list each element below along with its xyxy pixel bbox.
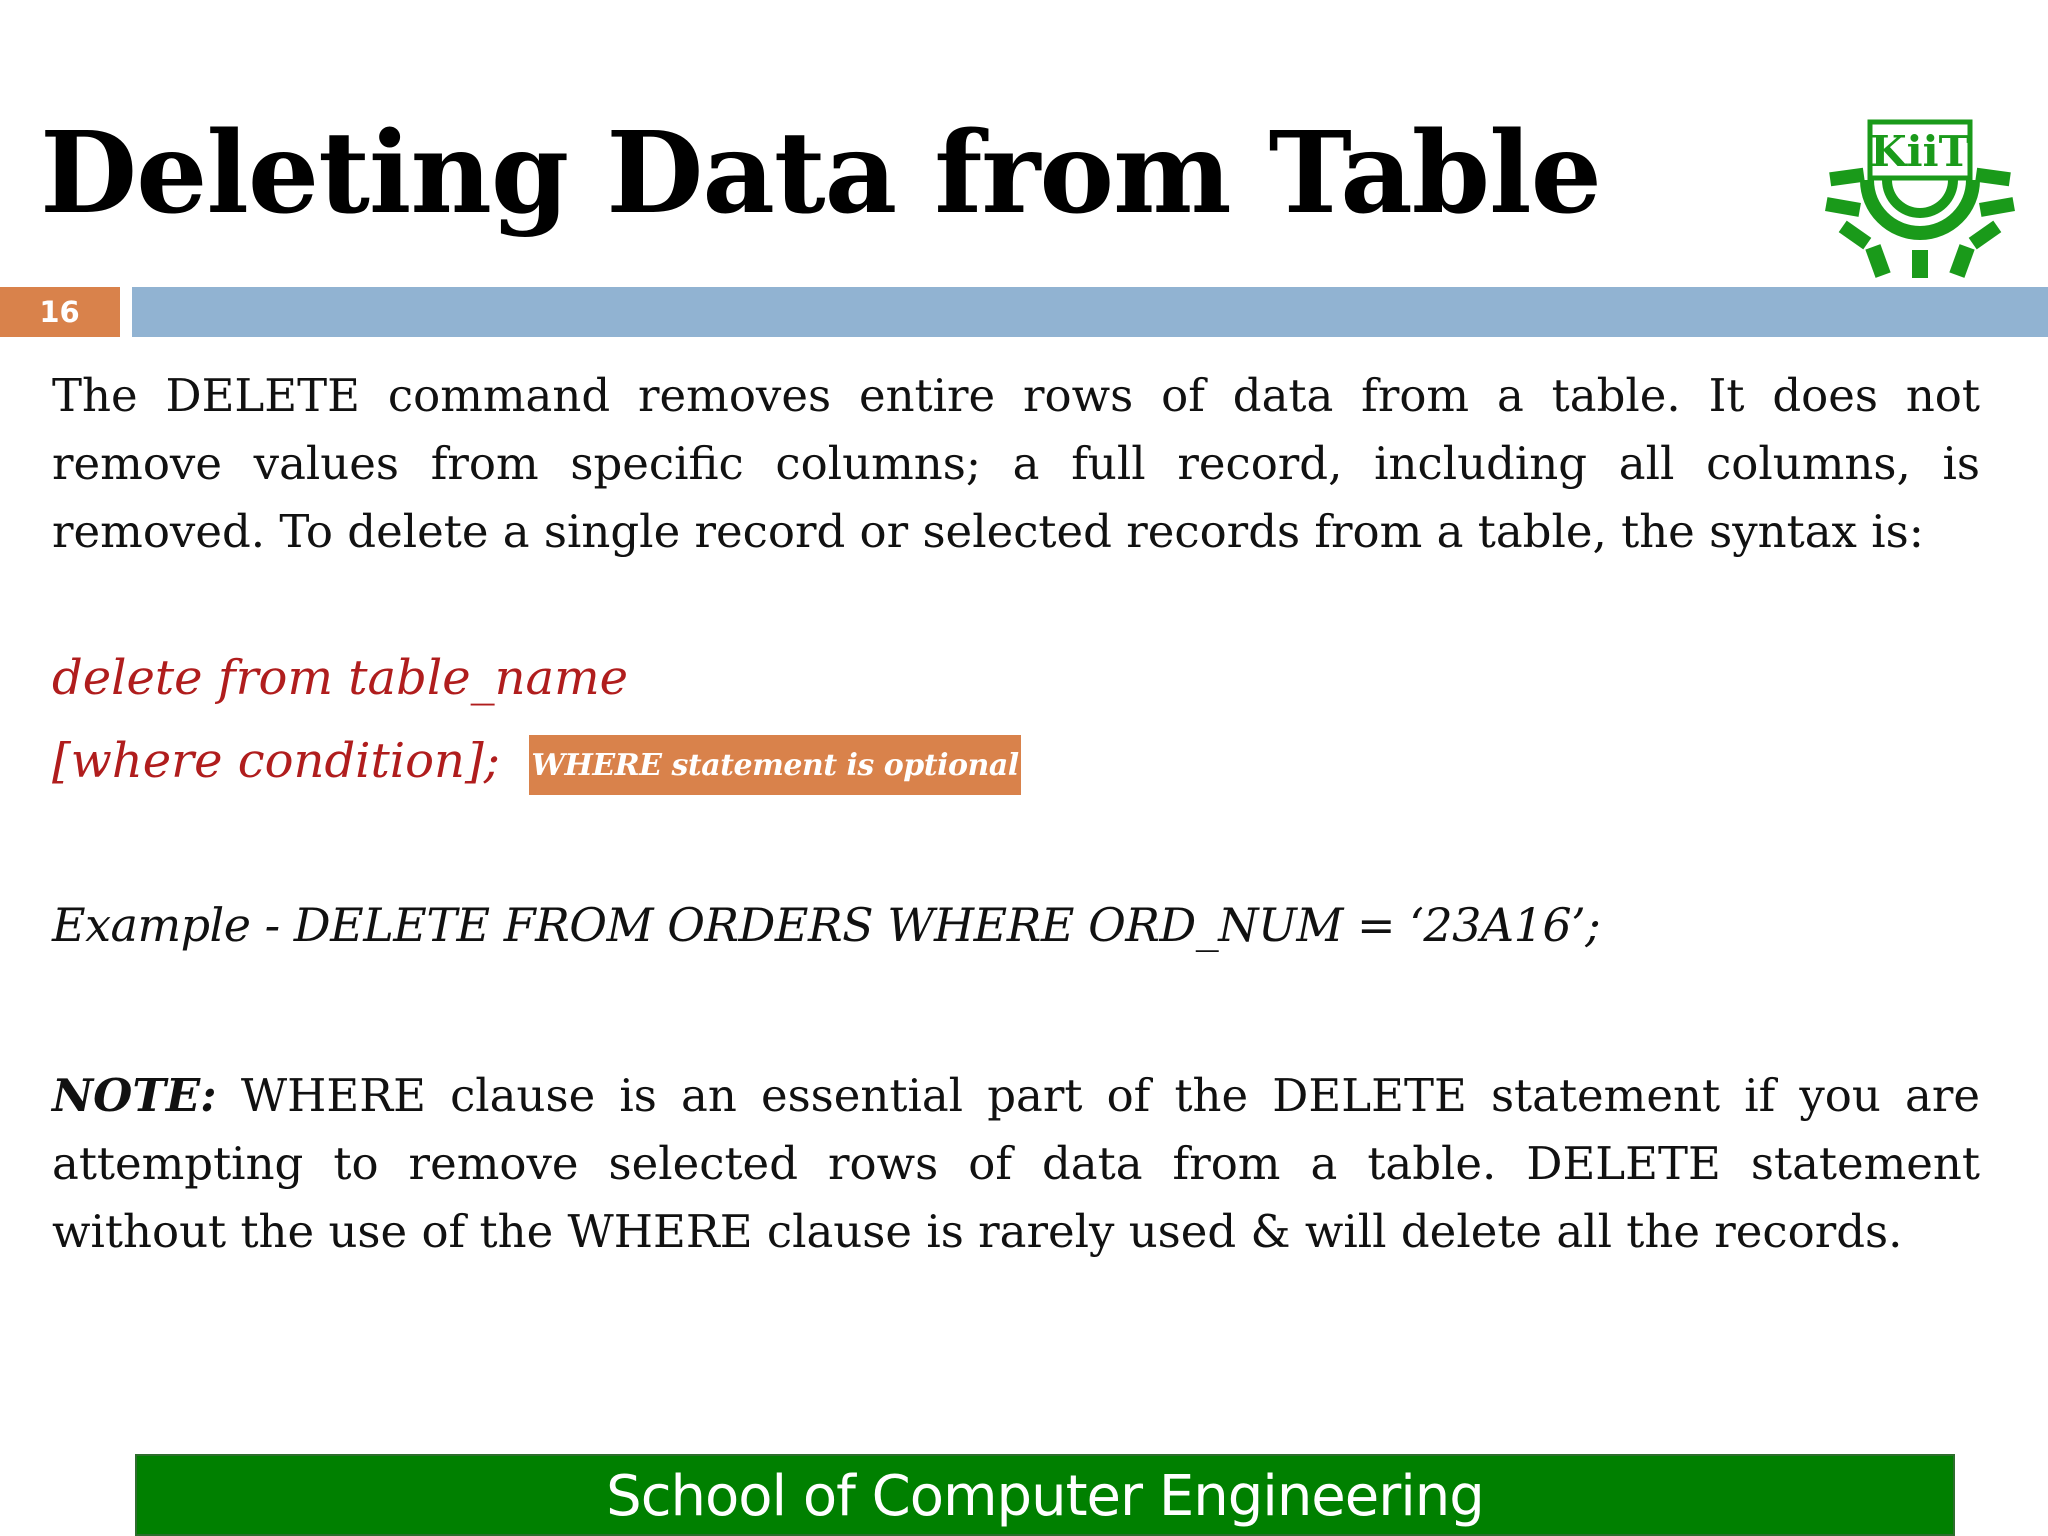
header-divider-bar bbox=[132, 287, 2048, 337]
slide-title: Deleting Data from Table bbox=[40, 108, 1601, 239]
note-paragraph bbox=[52, 1062, 1980, 1266]
note-label: NOTE: bbox=[52, 1069, 217, 1122]
optional-note-badge: WHERE statement is optional bbox=[529, 735, 1021, 795]
syntax-line-delete: delete from table_name bbox=[52, 650, 629, 706]
note-text: WHERE clause is an essential part of the DELETE statement if you are attempting to remove selected rows of data from a table. DELETE statement without the use of the WHERE clause is rarely used & will delete all the records. bbox=[52, 1069, 1980, 1258]
syntax-line-where: [where condition]; bbox=[52, 733, 500, 789]
footer-text: School of Computer Engineering bbox=[606, 1464, 1484, 1529]
intro-paragraph: The DELETE command removes entire rows of data from a table. It does not remove values from specific columns; a full record, including all columns, is removed. To delete a single record or selected records from a table, the syntax is: bbox=[52, 369, 1980, 558]
kiit-logo-text: KiiT bbox=[1870, 127, 1970, 176]
slide-number-badge: 16 bbox=[0, 287, 120, 337]
kiit-logo-icon bbox=[1820, 118, 2020, 278]
example-statement: Example - DELETE FROM ORDERS WHERE ORD_NUM = ‘23A16’; bbox=[52, 898, 1601, 952]
footer-banner bbox=[135, 1454, 1955, 1536]
